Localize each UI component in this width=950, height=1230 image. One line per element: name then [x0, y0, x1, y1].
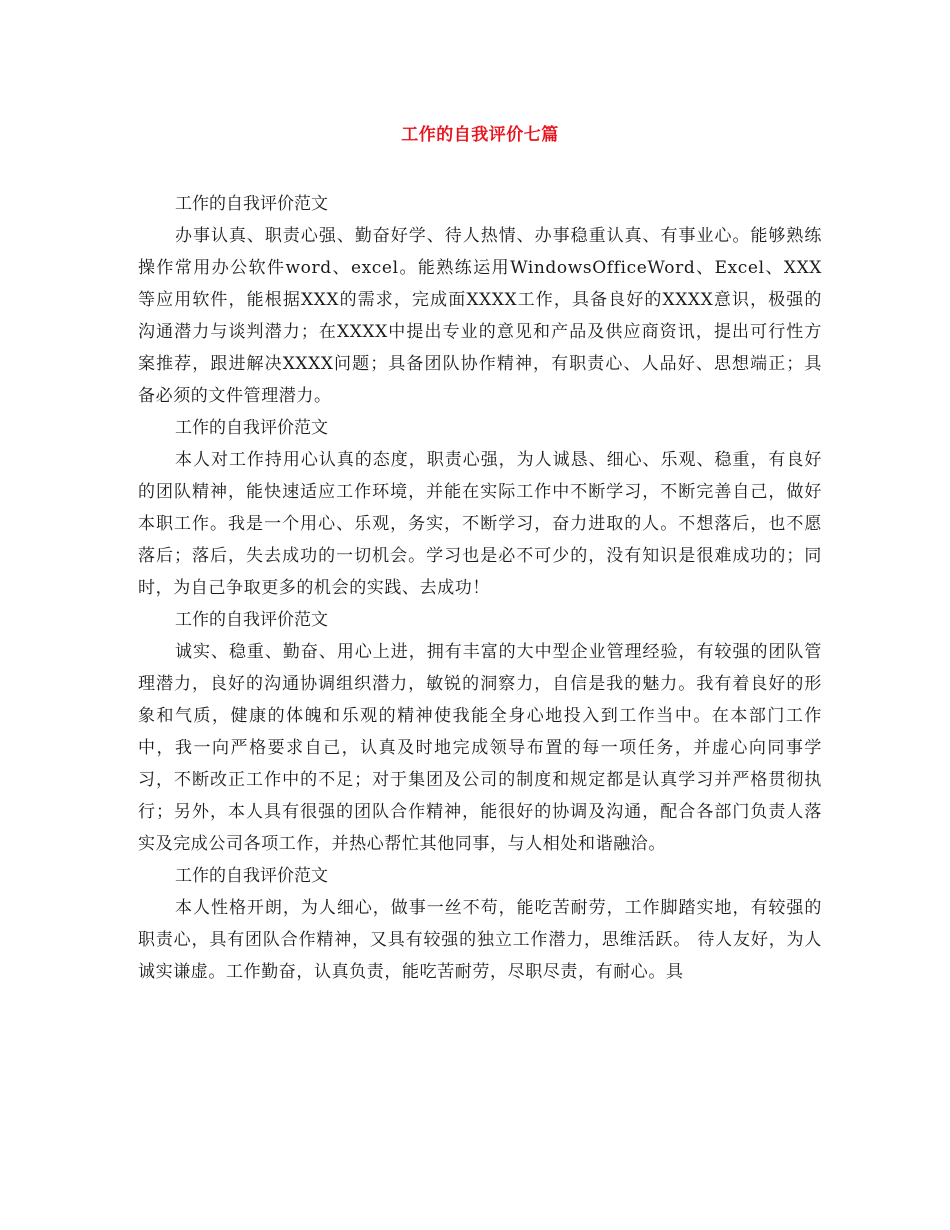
document-page [138, 120, 822, 988]
section-4 [138, 860, 822, 988]
section-heading: 工作的自我评价范文 [175, 866, 328, 886]
document-title: 工作的自我评价七篇 [401, 125, 559, 145]
section-body: 本人性格开朗，为人细心，做事一丝不苟，能吃苦耐劳，工作脚踏实地，有较强的职责心，具有团队合作精神，又具有较强的独立工作潜力，思维活跃。 待人友好，为人诚实谦虚。工作勤奋，认真负责，能吃苦耐劳，尽职尽责，有耐心。具 [138, 898, 822, 982]
section-body: 本人对工作持用心认真的态度，职责心强，为人诚恳、细心、乐观、稳重，有良好的团队精神，能快速适应工作环境，并能在实际工作中不断学习，不断完善自己，做好本职工作。我是一个用心、乐观，务实，不断学习，奋力进取的人。不想落后，也不愿落后；落后，失去成功的一切机会。学习也是必不可少的，没有知识是很难成功的；同时，为自己争取更多的机会的实践、去成功！ [138, 450, 822, 598]
section-heading: 工作的自我评价范文 [175, 610, 328, 630]
section-heading: 工作的自我评价范文 [175, 418, 328, 438]
section-2 [138, 412, 822, 604]
section-body: 办事认真、职责心强、勤奋好学、待人热情、办事稳重认真、有事业心。能够熟练操作常用办公软件word、excel。能熟练运用WindowsOfficeWord、Excel、XXX等应用软件，能根据XXX的需求，完成面XXXX工作，具备良好的XXXX意识，极强的沟通潜力与谈判潜力；在XXXX中提出专业的意见和产品及供应商资讯，提出可行性方案推荐，跟进解决XXXX问题；具备团队协作精神，有职责心、人品好、思想端正；具备必须的文件管理潜力。 [138, 226, 822, 406]
section-1 [138, 188, 822, 412]
section-heading: 工作的自我评价范文 [175, 194, 328, 214]
section-body: 诚实、稳重、勤奋、用心上进，拥有丰富的大中型企业管理经验，有较强的团队管理潜力，良好的沟通协调组织潜力，敏锐的洞察力，自信是我的魅力。我有着良好的形象和气质，健康的体魄和乐观的精神使我能全身心地投入到工作当中。在本部门工作中，我一向严格要求自己，认真及时地完成领导布置的每一项任务，并虚心向同事学习，不断改正工作中的不足；对于集团及公司的制度和规定都是认真学习并严格贯彻执行；另外，本人具有很强的团队合作精神，能很好的协调及沟通，配合各部门负责人落实及完成公司各项工作，并热心帮忙其他同事，与人相处和谐融洽。 [138, 642, 822, 854]
section-3 [138, 604, 822, 860]
